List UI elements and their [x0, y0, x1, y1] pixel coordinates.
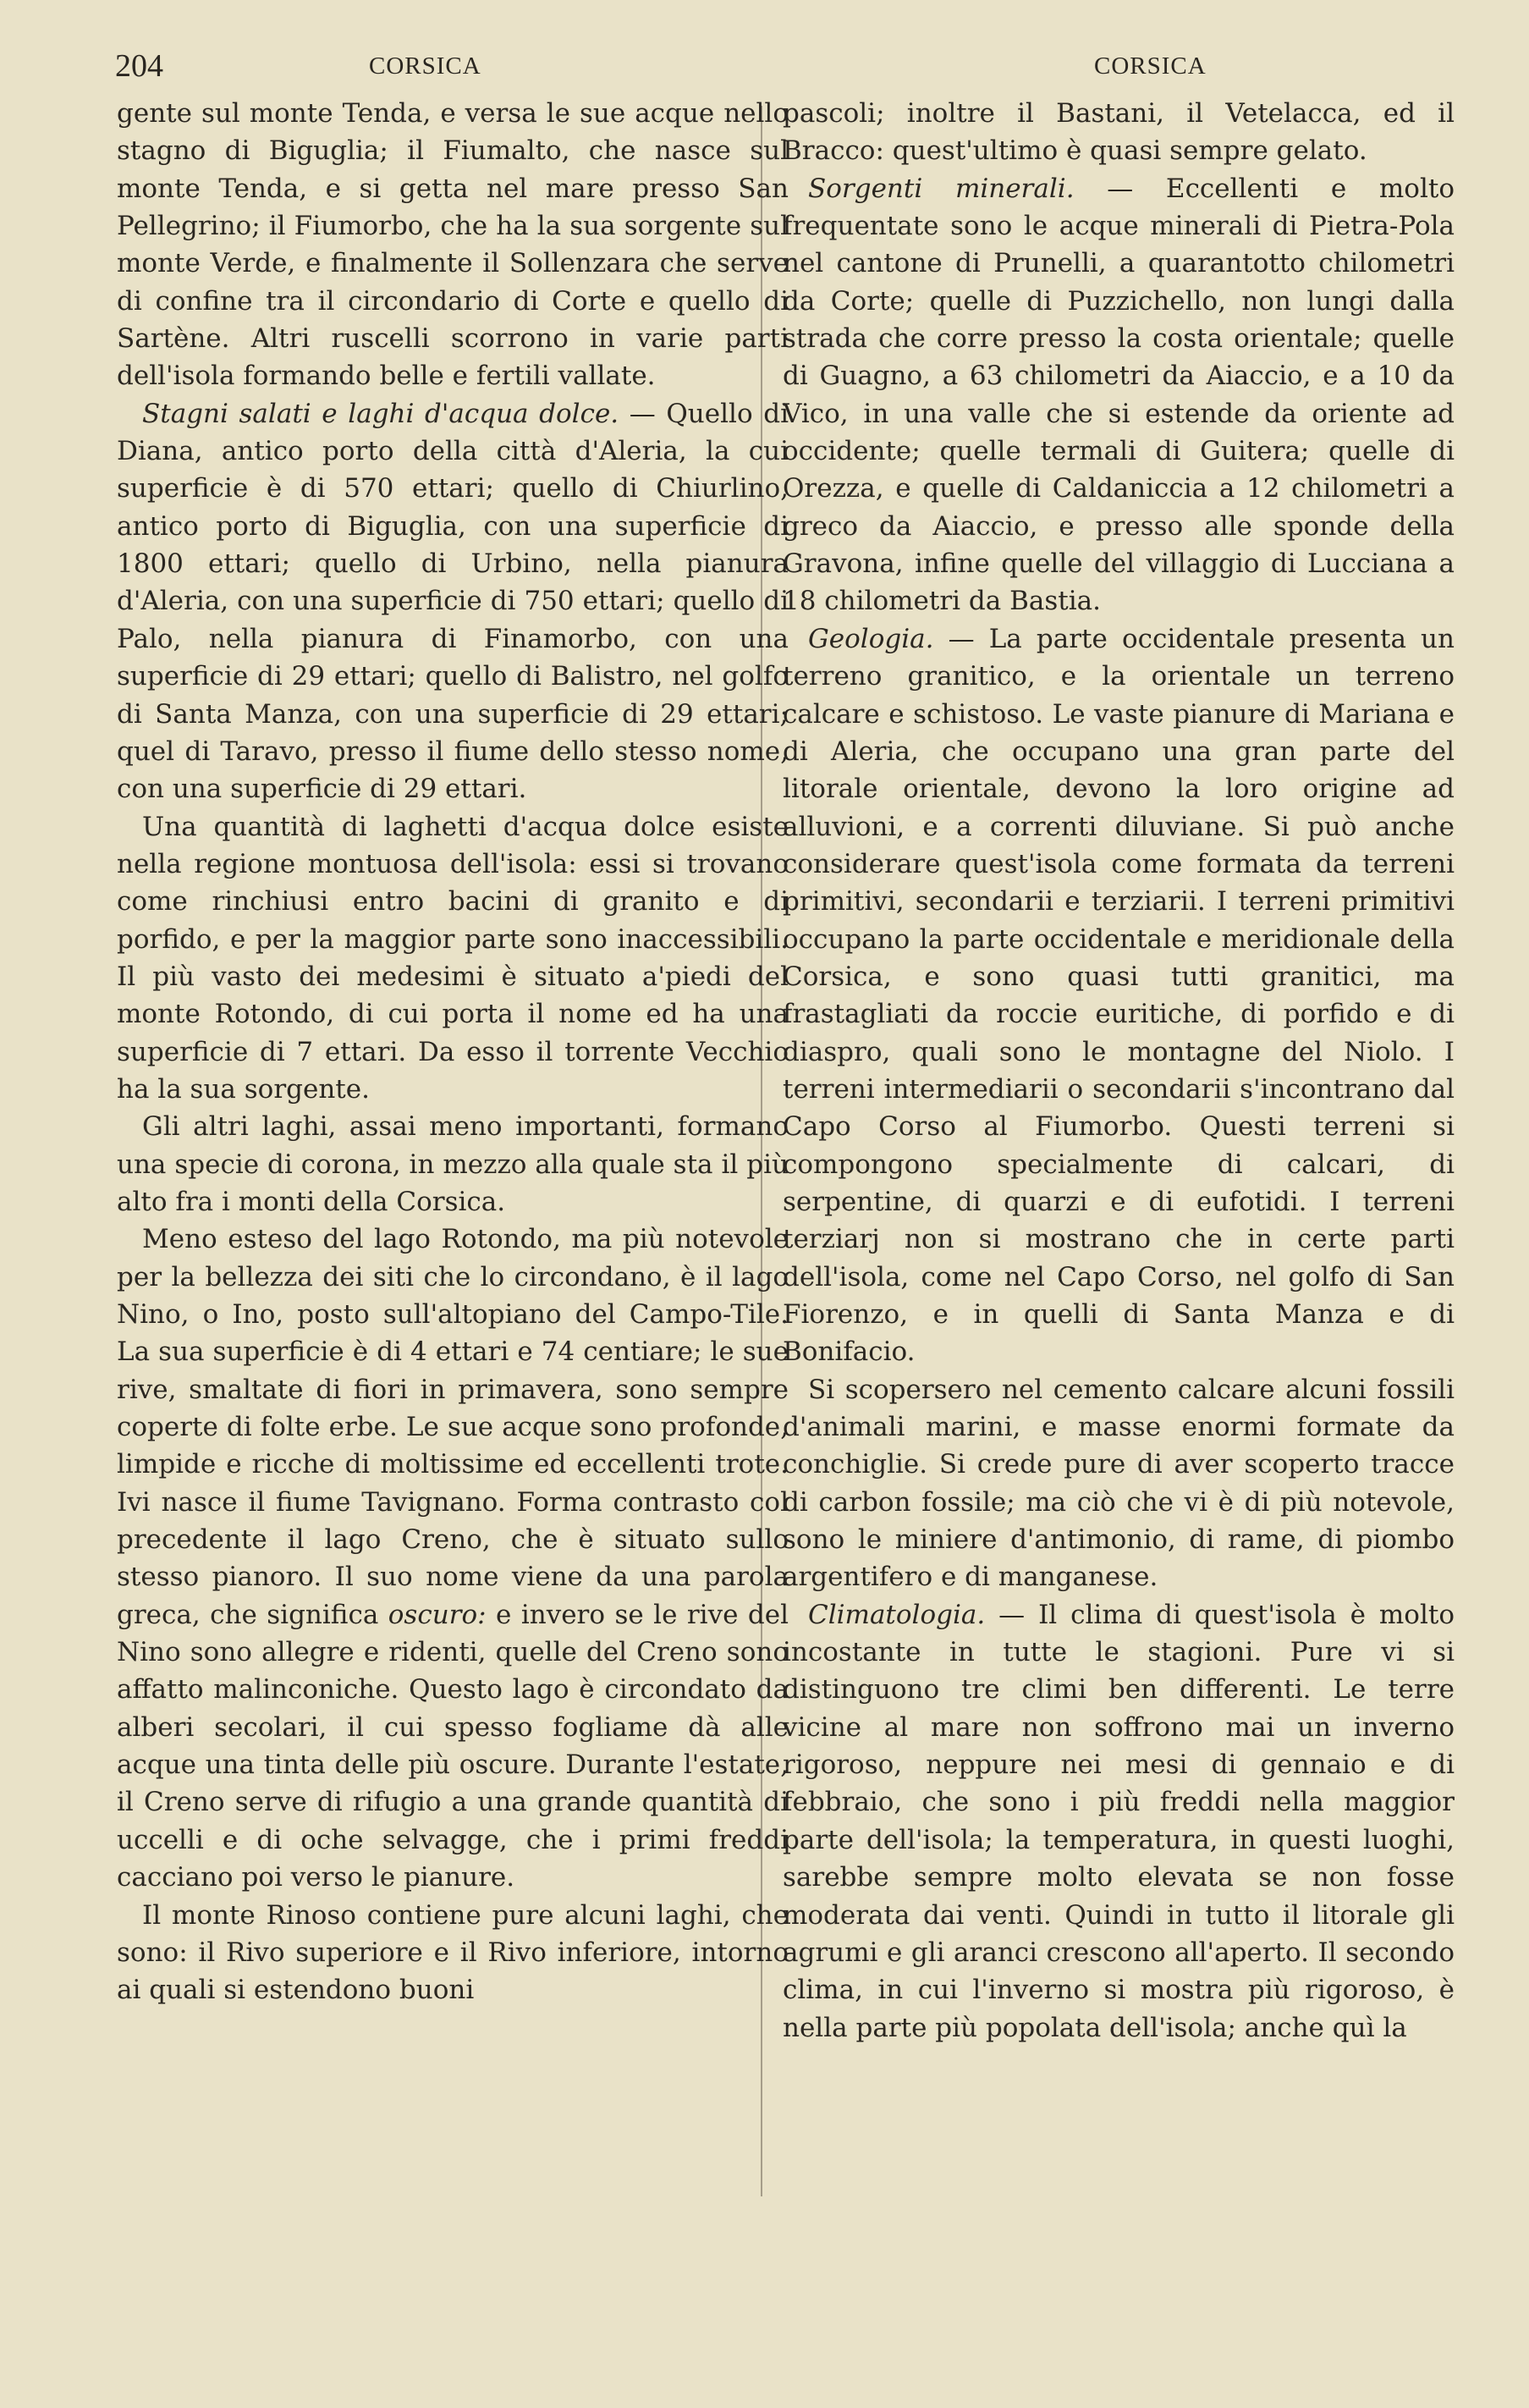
paragraph: Gli altri laghi, assai meno importanti, formano una specie di corona, in mezzo alla quale sta il più alto fra i monti della Corsica.: [117, 1111, 789, 1217]
paragraph: Una quantità di laghetti d'acqua dolce esiste nella regione montuosa dell'isola: essi si trovano come rinchiusi entro bacini di granito e di porfido, e per la maggior parte sono inaccessibili. Il più vasto dei medesimi è situato a'piedi del monte Rotondo, di cui porta il nome ed ha una superficie di 7 ettari. Da esso il torrente Vecchio ha la sua sorgente.: [117, 811, 789, 1105]
left-column: [117, 95, 789, 2009]
paragraph-text: — Quello di Diana, antico porto della città d'Aleria, la cui superficie è di 570 ettari; quello di Chiurlino, antico porto di Biguglia, con una superficie di 1800 ettari; quello di Urbino, nella pianura d'Aleria, con una superficie di 750 ettari; quello di Palo, nella pianura di Finamorbo, con una superficie di 29 ettari; quello di Balistro, nel golfo di Santa Manza, con una superficie di 29 ettari; quel di Taravo, presso il fiume dello stesso nome, con una superficie di 29 ettari.: [117, 398, 789, 805]
paragraph: Si scopersero nel cemento calcare alcuni fossili d'animali marini, e masse enormi formate da conchiglie. Si crede pure di aver scoperto tracce di carbon fossile; ma ciò che vi è di più notevole, sono le miniere d'antimonio, di rame, di piombo argentifero e di manganese.: [783, 1374, 1455, 1593]
paragraph: [783, 1596, 1455, 2047]
emphasis: oscuro:: [388, 1599, 487, 1630]
right-column: [783, 95, 1455, 2047]
paragraph: pascoli; inoltre il Bastani, il Vetelacca, ed il Bracco: quest'ultimo è quasi sempre gelato.: [783, 98, 1455, 167]
section-heading: Climatologia.: [808, 1599, 986, 1630]
paragraph-text: — Il clima di quest'isola è molto incostante in tutte le stagioni. Pure vi si distinguono tre climi ben differenti. Le terre vicine al mare non soffrono mai un inverno rigoroso, neppure nei mesi di gennaio e di febbraio, che sono i più freddi nella maggior parte dell'isola; la temperatura, in questi luoghi, sarebbe sempre molto elevata se non fosse moderata dai venti. Quindi in tutto il litorale gli agrumi e gli aranci crescono all'aperto. Il secondo clima, in cui l'inverno si mostra più rigoroso, è nella parte più popolata dell'isola; anche quì la: [783, 1599, 1455, 2043]
page-number: 204: [115, 48, 163, 84]
section-heading: Stagni salati e laghi d'acqua dolce.: [142, 398, 619, 429]
section-heading: Sorgenti minerali.: [808, 173, 1075, 204]
section-heading: Geologia.: [808, 623, 934, 654]
running-title-left: CORSICA: [369, 52, 481, 80]
paragraph-text: — Eccellenti e molto frequentate sono le acque minerali di Pietra-Pola nel cantone di Prunelli, a quarantotto chilometri da Corte; quelle di Puzzichello, non lungi dalla strada che corre presso la costa orientale; quelle di Guagno, a 63 chilometri da Aiaccio, e a 10 da Vico, in una valle che si estende da oriente ad occidente; quelle termali di Guitera; quelle di Orezza, e quelle di Caldaniccia a 12 chilometri a greco da Aiaccio, e presso alle sponde della Gravona, infine quelle del villaggio di Lucciana a 18 chilometri da Bastia.: [783, 173, 1455, 617]
paragraph: gente sul monte Tenda, e versa le sue acque nello stagno di Biguglia; il Fiumalto, che nasce sul monte Tenda, e si getta nel mare presso San Pellegrino; il Fiumorbo, che ha la sua sorgente sul monte Verde, e finalmente il Sollenzara che serve di confine tra il circondario di Corte e quello di Sartène. Altri ruscelli scorrono in varie parti dell'isola formando belle e fertili vallate.: [117, 98, 789, 392]
paragraph: Il monte Rinoso contiene pure alcuni laghi, che sono: il Rivo superiore e il Rivo inferiore, intorno ai quali si estendono buoni: [117, 1899, 789, 2006]
paragraph: [783, 170, 1455, 620]
paragraph: [117, 395, 789, 808]
paragraph-text: e invero se le rive del Nino sono allegre e ridenti, quelle del Creno sono affatto malinconiche. Questo lago è circondato da alberi secolari, il cui spesso fogliame dà alle acque una tinta delle più oscure. Durante l'estate, il Creno serve di rifugio a una grande quantità di uccelli e di oche selvagge, che i primi freddi cacciano poi verso le pianure.: [117, 1599, 789, 1893]
running-title-right: CORSICA: [1094, 52, 1207, 80]
paragraph-text: Meno esteso del lago Rotondo, ma più notevole per la bellezza dei siti che lo circondano, è il lago Nino, o Ino, posto sull'altopiano del Campo-Tile. La sua superficie è di 4 ettari e 74 centiare; le sue rive, smaltate di fiori in primavera, sono sempre coperte di folte erbe. Le sue acque sono profonde, limpide e ricche di moltissime ed eccellenti trote. Ivi nasce il fiume Tavignano. Forma contrasto col precedente il lago Creno, che è situato sullo stesso pianoro. Il suo nome viene da una parola greca, che significa: [117, 1224, 789, 1630]
paragraph: [117, 1221, 789, 1896]
paragraph-text: — La parte occidentale presenta un terreno granitico, e la orientale un terreno calcare e schistoso. Le vaste pianure di Mariana e di Aleria, che occupano una gran parte del litorale orientale, devono la loro origine ad alluvioni, e a correnti diluviane. Si può anche considerare quest'isola come formata da terreni primitivi, secondarii e terziarii. I terreni primitivi occupano la parte occidentale e meridionale della Corsica, e sono quasi tutti granitici, ma frastagliati da roccie euritiche, di porfido e di diaspro, quali sono le montagne del Niolo. I terreni intermediarii o secondarii s'incontrano dal Capo Corso al Fiumorbo. Questi terreni si compongono specialmente di calcari, di serpentine, di quarzi e di eufotidi. I terreni terziarj non si mostrano che in certe parti dell'isola, come nel Capo Corso, nel golfo di San Fiorenzo, e in quelli di Santa Manza e di Bonifacio.: [783, 623, 1455, 1368]
paragraph: [783, 620, 1455, 1371]
